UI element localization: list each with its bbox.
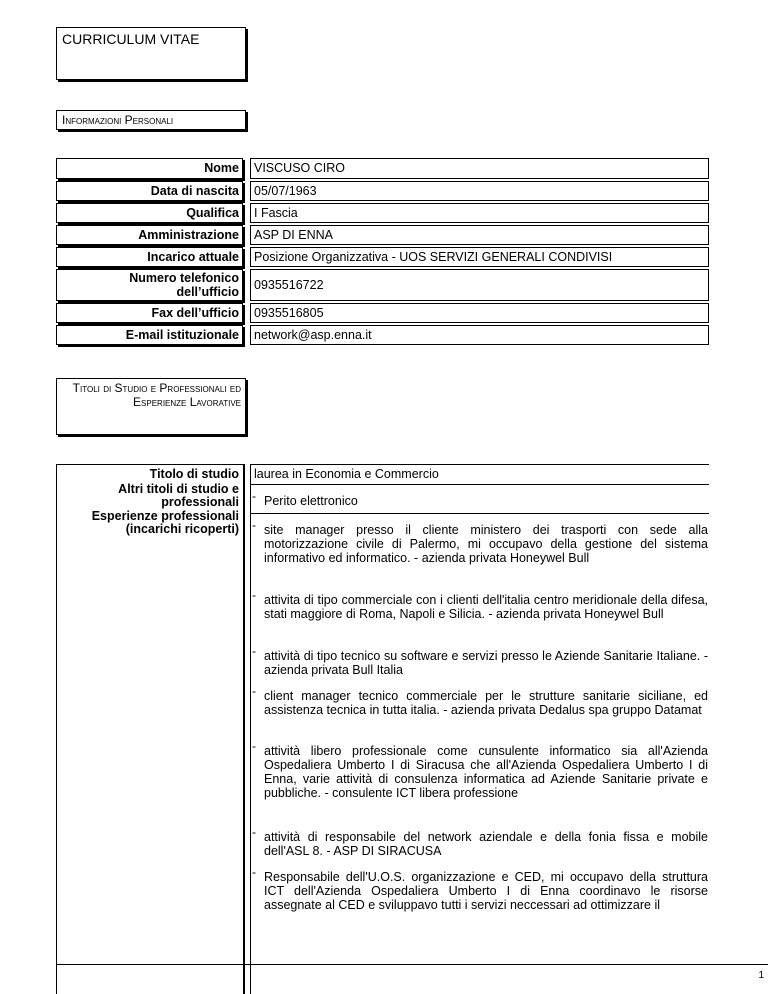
bullet-esp-1: - [252, 518, 256, 532]
esperienza-4: client manager tecnico commerciale per le strutture sanitarie siciliane, ed assistenza tecnica in tutta italia. - azienda privata Dedalus spa gruppo Datamat [264, 689, 708, 717]
value-altri-titoli: Perito elettronico [264, 494, 358, 508]
label-altri-titoli: Altri titoli di studio e professionali [118, 482, 239, 509]
row-divider-esperienze [250, 513, 709, 514]
value-data-nascita: 05/07/1963 [250, 181, 709, 201]
label-esperienze: Esperienze professionali (incarichi ricoperti) [91, 509, 239, 536]
bullet-esp-2: - [252, 588, 256, 602]
value-titolo-studio: laurea in Economia e Commercio [254, 467, 439, 481]
label-nome: Nome [56, 158, 243, 179]
esperienza-3: attività di tipo tecnico su software e servizi presso le Aziende Sanitarie Italiane. - azienda privata Bull Italia [264, 649, 708, 677]
value-nome: VISCUSO CIRO [250, 158, 709, 179]
bullet-esp-6: - [252, 825, 256, 839]
cv-title: CURRICULUM VITAE [62, 31, 200, 47]
esperienza-6: attività di responsabile del network aziendale e della fonia fissa e mobile dell'ASL 8. - ASP DI SIRACUSA [264, 830, 708, 858]
value-amministrazione: ASP DI ENNA [250, 225, 709, 245]
label-qualifica: Qualifica [56, 203, 243, 223]
label-titolo-studio: Titolo di studio [149, 467, 239, 481]
label-email: E-mail istituzionale [56, 325, 243, 345]
bullet-altri: - [252, 489, 256, 503]
esperienza-7: Responsabile dell'U.O.S. organizzazione e CED, mi occupavo della struttura ICT dell'Azienda Ospedaliera Umberto I di Enna coordinavo le risorse assegnate al CED e sviluppavo tutti i servizi neccessari ad ottimizzare il [264, 870, 708, 912]
value-email: network@asp.enna.it [250, 325, 709, 345]
section-titles-title: Titoli di Studio e Professionali ed Esperienze Lavorative [72, 381, 241, 409]
row-divider-altri [250, 484, 709, 485]
esperienza-2: attivita di tipo commerciale con i clienti dell'italia centro meridionale della difesa, stati maggiore di Roma, Napoli e Silicia. - azienda privata Honeywel Bull [264, 593, 708, 621]
label-incarico: Incarico attuale [56, 247, 243, 267]
label-telefono [56, 269, 243, 301]
label-fax: Fax dell’ufficio [56, 303, 243, 323]
label-data-nascita: Data di nascita [56, 181, 243, 201]
bullet-esp-5: - [252, 739, 256, 753]
bullet-esp-3: - [252, 644, 256, 658]
study-labels-column [56, 464, 245, 994]
bullet-esp-4: - [252, 684, 256, 698]
title-box [56, 27, 246, 80]
section-personal-title: Informazioni Personali [62, 113, 174, 127]
esperienza-1: site manager presso il cliente ministero dei trasporti con sede alla motorizzazione civile di Palermo, mi occupavo della gestione del sistema informativo ed informatico. - azienda privata Honeywel Bull [264, 523, 708, 565]
value-qualifica: I Fascia [250, 203, 709, 223]
label-telefono-text: Numero telefonico dell’ufficio [129, 271, 239, 299]
value-telefono: 0935516722 [250, 269, 709, 301]
section-personal-heading [56, 110, 246, 130]
value-fax: 0935516805 [250, 303, 709, 323]
label-amministrazione: Amministrazione [56, 225, 243, 245]
value-incarico: Posizione Organizzativa - UOS SERVIZI GENERALI CONDIVISI [250, 247, 709, 267]
page-number: 1 [758, 970, 764, 981]
section-titles-heading [56, 378, 246, 435]
esperienza-5: attività libero professionale come cunsulente informatico sia all'Azienda Ospedaliera Umberto I di Siracusa che all'Azienda Ospedaliera Umberto I di Enna, varie attività di consulenza informatica ad Aziende Sanitarie private e pubbliche. - consulente ICT libera professione [264, 744, 708, 800]
footer-rule [56, 964, 768, 965]
bullet-esp-7: - [252, 865, 256, 879]
